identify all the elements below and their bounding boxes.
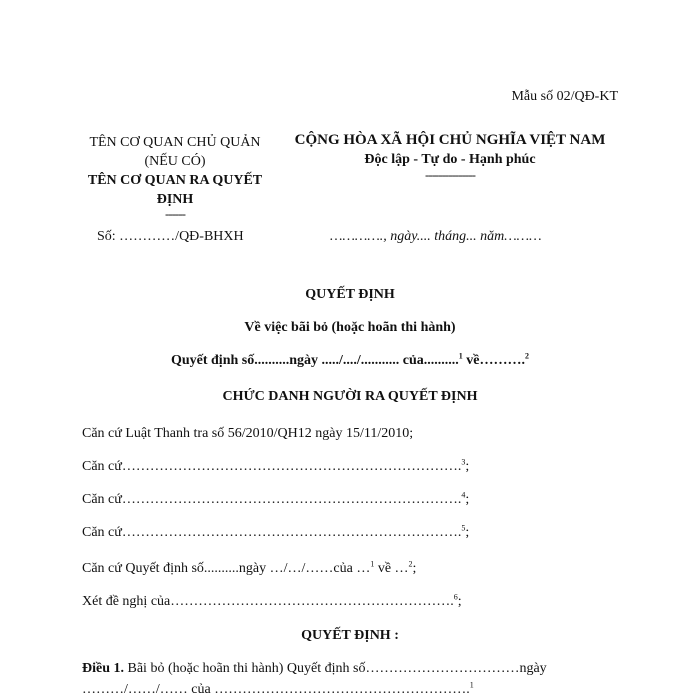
proposal-line: [82, 594, 462, 610]
issuer-title: CHỨC DANH NGƯỜI RA QUYẾT ĐỊNH: [222, 389, 478, 404]
form-code: Mẫu số 02/QĐ-KT: [511, 89, 618, 104]
article-text: Bãi bỏ (hoặc hoãn thi hành) Quyết định số……………………………ngày: [124, 661, 547, 676]
right-header: [280, 131, 620, 181]
basis-line: [82, 459, 469, 475]
basis-line: [82, 525, 469, 541]
article-label: Điều 1.: [82, 661, 124, 676]
article-text: ………/……/…… của ……………………………………………….: [82, 682, 470, 697]
footnote-ref: 1: [469, 680, 474, 690]
document-number: Số: …………/QĐ-BHXH: [97, 229, 244, 244]
footnote-ref: 2: [525, 351, 530, 361]
document-subtitle: Về việc bãi bỏ (hoặc hoãn thi hành): [244, 320, 456, 335]
basis-line: [82, 426, 413, 442]
left-header: [60, 133, 290, 219]
footnote-ref: 6: [453, 592, 458, 602]
reference-text-about: về……….: [462, 353, 526, 368]
footnote-ref: 1: [370, 559, 375, 569]
basis-text: Căn cứ……………………………………………………………….: [82, 459, 462, 474]
parent-agency: TÊN CƠ QUAN CHỦ QUẢN: [89, 135, 261, 150]
basis-line: [82, 492, 469, 508]
footnote-ref: 1: [458, 351, 463, 361]
basis-text: Căn cứ Quyết định số..........ngày …/…/……của …: [82, 561, 371, 576]
proposal-tail: ;: [457, 594, 462, 609]
basis-tail: ;: [465, 459, 470, 474]
decision-reference: [0, 353, 700, 369]
basis-tail: ;: [465, 525, 470, 540]
footnote-ref: 5: [461, 523, 466, 533]
footnote-ref: 3: [461, 457, 466, 467]
basis-text-about: về …: [374, 561, 409, 576]
proposal-text: Xét đề nghị của…………………………………………………….: [82, 594, 454, 609]
footnote-ref: 2: [408, 559, 413, 569]
right-header-rule: ---------------: [425, 167, 475, 182]
national-motto: Độc lập - Tự do - Hạnh phúc: [364, 152, 536, 167]
article-1: [82, 661, 547, 677]
national-title: CỘNG HÒA XÃ HỘI CHỦ NGHĨA VIỆT NAM: [294, 132, 606, 148]
decide-heading: QUYẾT ĐỊNH :: [301, 628, 399, 643]
basis-decision-line: [82, 561, 416, 577]
basis-tail: ;: [465, 492, 470, 507]
issuing-agency-cont: ĐỊNH: [156, 192, 194, 207]
article-1-line2: [82, 682, 474, 698]
document-title: QUYẾT ĐỊNH: [305, 287, 395, 302]
basis-tail: ;: [412, 561, 417, 576]
basis-text: Căn cứ Luật Thanh tra số 56/2010/QH12 ngày 15/11/2010;: [82, 426, 414, 441]
footnote-ref: 4: [461, 490, 466, 500]
issuing-agency: TÊN CƠ QUAN RA QUYẾT: [87, 173, 263, 188]
basis-text: Căn cứ……………………………………………………………….: [82, 525, 462, 540]
left-header-rule: ------: [165, 206, 185, 221]
parent-agency-note: (NẾU CÓ): [144, 154, 206, 169]
place-date: …………., ngày.... tháng... năm………: [330, 229, 542, 244]
reference-text: Quyết định số..........ngày ...../..../........... của..........: [170, 353, 459, 368]
basis-text: Căn cứ……………………………………………………………….: [82, 492, 462, 507]
